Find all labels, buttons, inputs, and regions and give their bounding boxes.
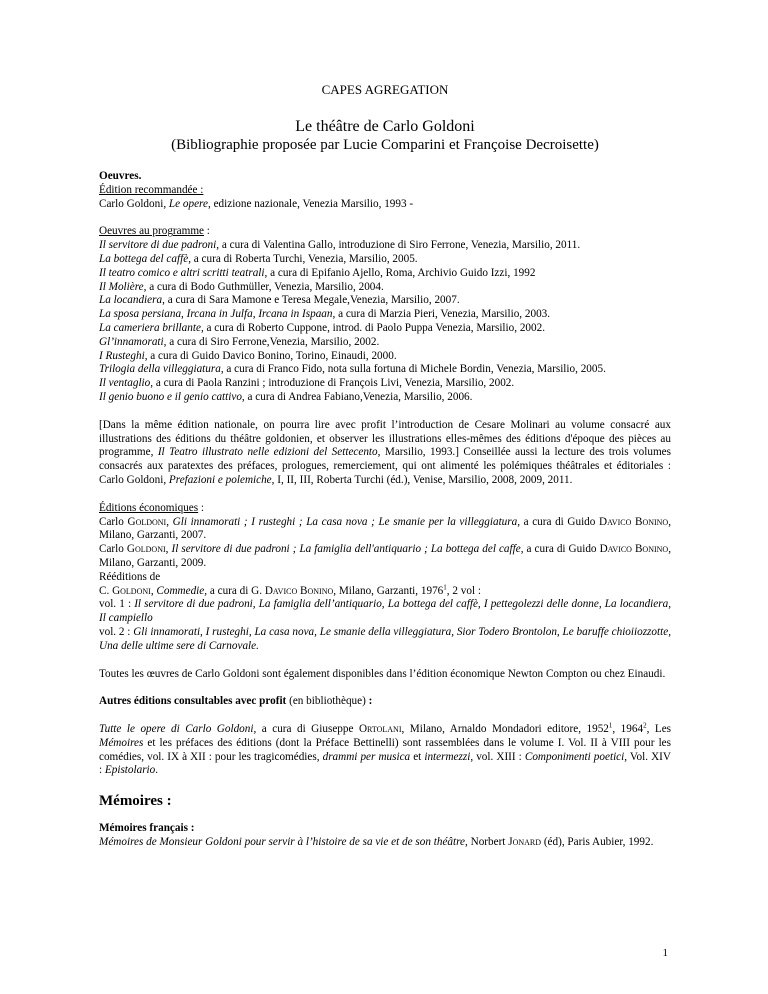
memoires-francais-label: Mémoires français :	[99, 822, 195, 835]
memoires-section	[99, 822, 671, 850]
edition-recommandee-label: Édition recommandée :	[99, 183, 204, 196]
programme-section: Oeuvres au programme : Il servitore di due padroni, a cura di Valentina Gallo, introduzione di Siro Ferrone, Venezia, Marsilio, 2011. La bottega del caffè, a cura di Roberta Turchi, Venezia, Marsilio, 2005. Il teatro comico e altri scritti teatrali, a cura di Epifanio Ajello, Roma, Archivio Guido Izzi, 1992 Il Molière, a cura di Bodo Guthmüller, Venezia, Marsilio, 2004. La locandiera, a cura di Sara Mamone e Teresa Megale,Venezia, Marsilio, 2007. La sposa persiana, Ircana in Julfa, Ircana in Ispaan, a cura di Marzia Pieri, Venezia, Marsilio, 2003. La cameriera brillante, a cura di Roberto Cuppone, introd. di Paolo Puppa Venezia, Marsilio, 2002. Gl’innamorati, a cura di Siro Ferrone,Venezia, Marsilio, 2002. I Rusteghi, a cura di Guido Davico Bonino, Torino, Einaudi, 2000. Trilogia della villeggiatura, a cura di Franco Fido, nota sulla fortuna di Michele Bordin, Venezia, Marsilio, 2005. Il ventaglio, a cura di Paola Ranzini ; introduzione di François Livi, Venezia, Marsilio, 2002. Il genio buono e il genio cattivo, a cura di Andrea Fabiano,Venezia, Marsilio, 2006.	[99, 225, 671, 404]
editions-economiques-label: Éditions économiques	[99, 501, 199, 514]
bibliography-entry: C. Goldoni, Commedie, a cura di G. Davico Bonino, Milano, Garzanti, 1976$^1$, 2 vol :	[99, 582, 481, 597]
programme-item: Il genio buono e il genio cattivo, a cura di Andrea Fabiano,Venezia, Marsilio, 2006.	[99, 390, 473, 403]
programme-item: La bottega del caffè, a cura di Roberta Turchi, Venezia, Marsilio, 2005.	[99, 252, 418, 265]
memoires-entry: Mémoires de Monsieur Goldoni pour servir à l’histoire de sa vie et de son théâtre, Norbert Jonard (éd), Paris Aubier, 1992.	[99, 836, 654, 849]
edition-note-paragraph: [Dans la même édition nationale, on pourra lire avec profit l’introduction de Cesare Molinari au volume consacré aux illustrations des éditions du théâtre goldonien, et observer les illustrations elles-mêmes des éditions d'époque des pièces au programme, Il Teatro illustrato nelle edizioni del Settecento, Marsilio, 1993.] Conseillée aussi la lecture des trois volumes consacrés aux paratextes des préfaces, prologues, remerciement, qui ont alimenté les polémiques théâtrales et éditoriales : Carlo Goldoni, Prefazioni e polemiche, I, II, III, Roberta Turchi (éd.), Venise, Marsilio, 2008, 2009, 2011.	[99, 418, 671, 486]
oeuvres-heading: Oeuvres.	[99, 170, 142, 182]
tutte-le-opere-entry: Tutte le opere di Carlo Goldoni, a cura di Giuseppe Ortolani, Milano, Arnaldo Mondadori editore, 1952$^1$, 1964$^2$, Les Mémoires et les préfaces des éditions (dont la Préface Bettinelli) sont rassemblées dans le volume I. Vol. II à VIII pour les comédies, vol. IX à XII : pour les tragicomédies, drammi per musica et intermezzi, vol. XIII : Componimenti poetici, Vol. XIV : Epistolario.	[99, 721, 672, 777]
programme-label: Oeuvres au programme	[99, 225, 204, 238]
memoires-heading: Mémoires :	[99, 793, 172, 810]
page-number: 1	[662, 947, 668, 959]
oeuvres-section	[99, 170, 671, 211]
document-title: Le théâtre de Carlo Goldoni	[295, 118, 475, 135]
edition-recommandee-entry: Carlo Goldoni, Le opere, edizione nazionale, Venezia Marsilio, 1993 -	[99, 197, 414, 210]
volume-1-entry: vol. 1 : Il servitore di due padroni, La famiglia dell’antiquario, La bottega del caffè, I pettegolezzi delle donne, La locandiera, Il campiello	[99, 598, 671, 625]
editions-economiques-section: Éditions économiques : Carlo Goldoni, Gli innamorati ; I rusteghi ; La casa nova ; Le smanie per la villeggiatura, a cura di Guido Davico Bonino, Milano, Garzanti, 2007. Carlo Goldoni, Il servitore di due padroni ; La famiglia dell'antiquario ; La bottega del caffe, a cura di Guido Davico Bonino, Milano, Garzanti, 2009. Rééditions de C. Goldoni, Commedie, a cura di G. Davico Bonino, Milano, Garzanti, 1976$^1$, 2 vol : vol. 1 : Il servitore di due padroni, La famiglia dell’antiquario, La bottega del caffè, I pettegolezzi delle donne, La locandiera, Il campiello vol. 2 : Gli innamorati, I rusteghi, La casa nova, Le smanie della villeggiatura, Sior Todero Brontolon, Le baruffe chioiiozzotte, Una delle ultime sere di Carnovale.	[99, 501, 672, 652]
exam-header: CAPES AGREGATION	[321, 82, 449, 97]
programme-item: La cameriera brillante, a cura di Roberto Cuppone, introd. di Paolo Puppa Venezia, Marsilio, 2002.	[99, 321, 546, 334]
programme-item: La locandiera, a cura di Sara Mamone e Teresa Megale,Venezia, Marsilio, 2007.	[99, 294, 460, 307]
programme-item: I Rusteghi, a cura di Guido Davico Bonino, Torino, Einaudi, 2000.	[99, 349, 397, 362]
programme-item: Gl’innamorati, a cura di Siro Ferrone,Venezia, Marsilio, 2002.	[99, 335, 380, 348]
programme-item: Il teatro comico e altri scritti teatrali, a cura di Epifanio Ajello, Roma, Archivio Guido Izzi, 1992	[99, 266, 536, 279]
bibliography-entry: Carlo Goldoni, Il servitore di due padroni ; La famiglia dell'antiquario ; La bottega del caffe, a cura di Guido Davico Bonino, Milano, Garzanti, 2009.	[99, 543, 672, 569]
bibliography-entry: Carlo Goldoni, Gli innamorati ; I rusteghi ; La casa nova ; Le smanie per la villeggiatura, a cura di Guido Davico Bonino, Milano, Garzanti, 2007.	[99, 515, 672, 542]
programme-item: Il ventaglio, a cura di Paola Ranzini ; introduzione di François Livi, Venezia, Marsilio, 2002.	[99, 377, 515, 390]
toutes-oeuvres-paragraph: Toutes les œuvres de Carlo Goldoni sont également disponibles dans l’édition économique Newton Compton ou chez Einaudi.	[99, 667, 666, 680]
programme-list	[99, 239, 671, 405]
document-subtitle: (Bibliographie proposée par Lucie Comparini et Françoise Decroisette)	[171, 137, 599, 153]
programme-item: Trilogia della villeggiatura, a cura di Franco Fido, nota sulla fortuna di Michele Bordin, Venezia, Marsilio, 2005.	[99, 363, 606, 376]
programme-item: Il servitore di due padroni, a cura di Valentina Gallo, introduzione di Siro Ferrone, Venezia, Marsilio, 2011.	[99, 239, 581, 252]
document-page	[99, 82, 671, 850]
reeditions-label: Rééditions de	[99, 570, 161, 583]
volume-2-entry: vol. 2 : Gli innamorati, I rusteghi, La casa nova, Le smanie della villeggiatura, Sior Todero Brontolon, Le baruffe chioiiozzotte, Una delle ultime sere di Carnovale.	[99, 625, 671, 652]
autres-editions-heading: Autres éditions consultables avec profit (en bibliothèque) :	[99, 695, 373, 708]
programme-item: Il Molière, a cura di Bodo Guthmüller, Venezia, Marsilio, 2004.	[99, 280, 384, 293]
programme-item: La sposa persiana, Ircana in Julfa, Ircana in Ispaan, a cura di Marzia Pieri, Venezia, Marsilio, 2003.	[99, 308, 551, 321]
